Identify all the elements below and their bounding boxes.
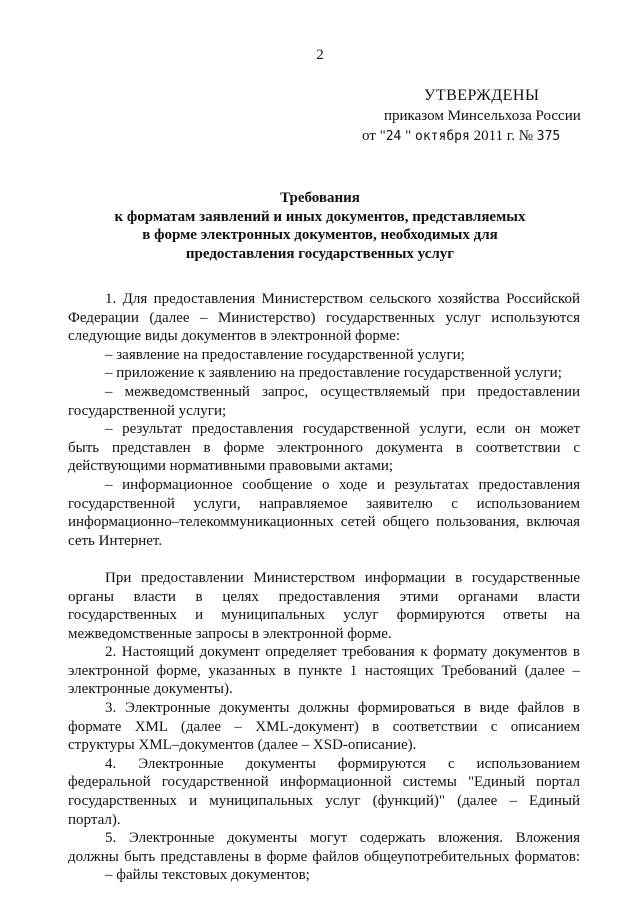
date-year: 2011 г. № <box>469 128 537 144</box>
date-month: октября <box>415 129 470 144</box>
text-line: электронной форме, указанных в пункте 1 настоящих Требований (далее – <box>68 662 580 679</box>
text-line: государственной услуги; <box>68 402 227 419</box>
approval-heading: УТВЕРЖДЕНЫ <box>424 87 540 104</box>
text-line: – межведомственный запрос, осуществляемый при предоставлении <box>105 383 580 400</box>
text-line: формате XML (далее – XML-документ) в соответствии с описанием <box>68 718 580 735</box>
text-line: межведомственные запросы в электронной форме. <box>68 625 392 642</box>
approval-date-line <box>362 126 560 147</box>
text-line: 5. Электронные документы могут содержать вложения. Вложения <box>105 830 580 847</box>
date-day: 24 <box>385 129 402 144</box>
text-line: 2. Настоящий документ определяет требования к формату документов в <box>105 644 580 661</box>
title-line-2: к форматам заявлений и иных документов, представляемых <box>114 208 526 225</box>
text-line: должны быть представлены в форме файлов общеупотребительных форматов: <box>68 848 580 865</box>
title-line-4: предоставления государственных услуг <box>185 245 455 262</box>
text-line: быть представлен в форме электронного документа в соответствии с <box>68 439 580 456</box>
title-line-1: Требования <box>280 190 360 206</box>
text-line: государственной услуги, направляемое заявителю с использованием <box>68 495 580 512</box>
text-line: – приложение к заявлению на предоставление государственной услуги; <box>105 365 562 382</box>
text-line: 1. Для предоставления Министерством сельского хозяйства Российской <box>105 291 580 307</box>
text-line: электронные документы). <box>68 681 233 698</box>
date-prefix: от " <box>362 128 386 144</box>
document-body <box>68 290 580 885</box>
text-line: органы власти в целях предоставления этими органами власти <box>68 588 580 605</box>
text-line: При предоставлении Министерством информации в государственные <box>105 569 580 586</box>
text-line: действующими нормативными правовыми актами; <box>68 458 394 475</box>
text-line: структуры XML–документов (далее – XSD-описание). <box>68 737 417 754</box>
text-line: портал). <box>68 811 121 828</box>
text-line: Федерации (далее – Министерство) государственных услуг используются <box>68 309 580 326</box>
text-line: государственных и муниципальных услуг (функций)" (далее – Единый <box>68 793 580 810</box>
text-line: 4. Электронные документы формируются с использованием <box>105 755 580 772</box>
text-line: – файлы текстовых документов; <box>105 867 310 884</box>
text-line: – результат предоставления государственной услуги, если он может <box>105 421 580 438</box>
text-line: сеть Интернет. <box>68 532 163 549</box>
page-number: 2 <box>316 47 324 63</box>
text-line: – заявление на предоставление государственной услуги; <box>105 346 465 363</box>
title-line-3: в форме электронных документов, необходимых для <box>142 227 498 243</box>
text-line: федеральной государственной информационной системы "Единый портал <box>68 774 580 791</box>
text-line: следующие виды документов в электронной форме: <box>68 328 400 345</box>
approval-order-line: приказом Минсельхоза России <box>384 108 581 124</box>
order-number: 375 <box>536 129 561 144</box>
text-line: – информационное сообщение о ходе и результатах предоставления <box>105 476 580 493</box>
date-mid: " <box>401 128 416 144</box>
text-line: государственных и муниципальных услуг формируются ответы на <box>68 607 580 624</box>
document-title <box>60 189 580 263</box>
text-line: информационно–телекоммуникационных сетей общего пользования, включая <box>68 514 580 531</box>
text-line: 3. Электронные документы должны формироваться в виде файлов в <box>105 700 580 717</box>
